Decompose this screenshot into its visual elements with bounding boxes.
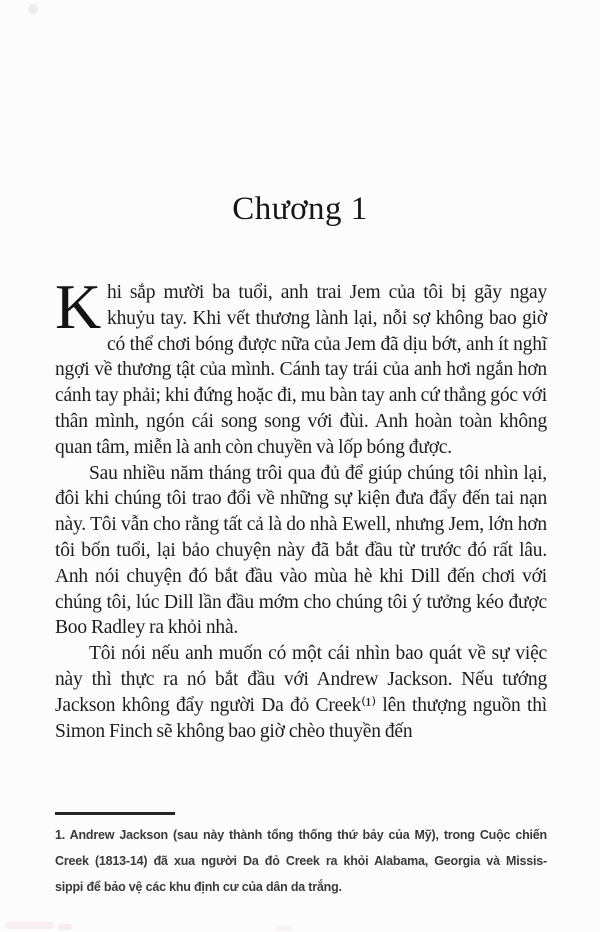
paragraph-3-text: Tôi nói nếu anh muốn có một cái nhìn bao quát về sự việc này thì thực ra nó bắt đầu với Andrew Jackson. Nếu tướng Jackson không đẩy người Da đỏ Creek⁽¹⁾ lên thượng nguồn thì Simon Finch sẽ không bao giờ chèo thuyền đến xyxy=(55,643,547,742)
paragraph-1-text: hi sắp mười ba tuổi, anh trai Jem của tôi bị gãy ngay khuỷu tay. Khi vết thương lành lại, nỗi sợ không bao giờ có thể chơi bóng được nữa của Jem đã dịu bớt, anh ít nghĩ ngợi về thương tật của mình. Cánh tay trái của anh hơi ngắn hơn cánh tay phải; khi đứng hoặc đi, mu bàn tay anh cứ thẳng góc với thân mình, ngón cái song song với đùi. Anh hoàn toàn không quan tâm, miễn là anh còn chuyền và lốp bóng được. xyxy=(55,282,547,458)
scan-artifact xyxy=(276,926,292,931)
footnote-line-1: 1. Andrew Jackson (sau này thành tổng thống thứ bảy của Mỹ), trong Cuộc chiến xyxy=(55,828,547,842)
body-text xyxy=(55,271,547,744)
scan-artifact xyxy=(6,922,54,929)
footnote-line-3: sippi để bảo vệ các khu định cư của dân da trắng. xyxy=(55,880,342,894)
drop-cap: K xyxy=(55,271,102,342)
paragraph-3 xyxy=(55,641,547,744)
footnote-separator xyxy=(55,812,175,815)
footnote-line-2: Creek (1813-14) đã xua người Da đỏ Creek ra khỏi Alabama, Georgia và Missis- xyxy=(55,854,547,868)
chapter-title: Chương 1 xyxy=(232,191,368,227)
paragraph-1 xyxy=(55,271,547,461)
footnote xyxy=(55,812,547,900)
scan-artifact xyxy=(58,924,72,930)
paragraph-2 xyxy=(55,461,547,642)
paragraph-2-text: Sau nhiều năm tháng trôi qua đủ để giúp chúng tôi nhìn lại, đôi khi chúng tôi trao đổi về những sự kiện đưa đẩy đến tai nạn này. Tôi vẫn cho rằng tất cả là do nhà Ewell, nhưng Jem, lớn hơn tôi bốn tuổi, lại bảo chuyện này đã bắt đầu từ trước đó rất lâu. Anh nói chuyện đó bắt đầu vào mùa hè khi Dill đến chơi với chúng tôi, lúc Dill lần đầu mớm cho chúng tôi ý tưởng kéo được Boo Radley ra khỏi nhà. xyxy=(55,462,547,639)
